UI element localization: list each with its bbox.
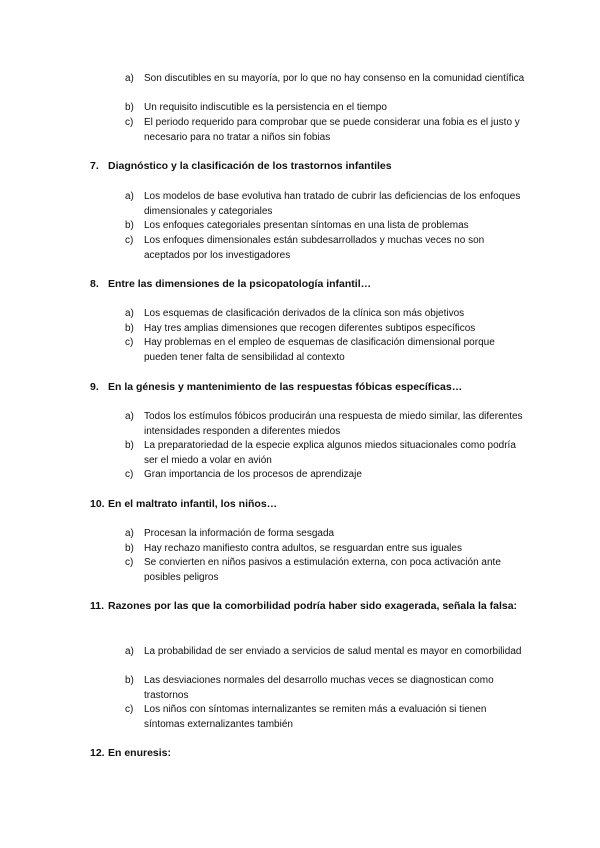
option-letter: a) — [125, 646, 134, 657]
option-letter: c) — [125, 337, 134, 348]
question-text: Diagnóstico y la clasificación de los trastornos infantiles — [108, 160, 392, 172]
option-letter: c) — [125, 557, 134, 568]
option-text: Los modelos de base evolutiva han tratado de cubrir las deficiencias de los enfoques dimensionales y categoriales — [144, 191, 521, 217]
question-8-option-b — [125, 322, 525, 337]
question-number: 12. — [90, 747, 105, 759]
question-11-option-c — [125, 703, 525, 732]
option-letter: c) — [125, 235, 134, 246]
option-text: La probabilidad de ser enviado a servicios de salud mental es mayor en comorbilidad — [144, 646, 522, 657]
question-text: En la génesis y mantenimiento de las respuestas fóbicas específicas… — [108, 381, 463, 393]
option-top-a — [125, 72, 525, 87]
question-10-option-c — [125, 556, 525, 585]
question-11-title — [90, 599, 548, 614]
question-text: En el maltrato infantil, los niños… — [108, 498, 278, 510]
option-letter: a) — [125, 191, 134, 202]
option-text: Gran importancia de los procesos de aprendizaje — [144, 469, 362, 480]
option-text: El periodo requerido para comprobar que se puede considerar una fobia es el justo y necesario para no tratar a niños sin fobias — [144, 117, 520, 143]
option-text: Se convierten en niños pasivos a estimulación externa, con poca activación ante posibles peligros — [144, 557, 501, 583]
option-letter: c) — [125, 469, 134, 480]
question-10-option-b — [125, 542, 525, 557]
option-letter: a) — [125, 73, 134, 84]
option-letter: b) — [125, 675, 134, 686]
option-text: Los niños con síntomas internalizantes se remiten más a evaluación si tienen síntomas externalizantes también — [144, 704, 487, 730]
option-top-c — [125, 116, 525, 145]
question-10-title — [90, 497, 530, 512]
option-letter: b) — [125, 440, 134, 451]
question-number: 7. — [90, 160, 99, 172]
question-7-option-a — [125, 190, 525, 219]
question-number: 8. — [90, 278, 99, 290]
question-number: 11. — [90, 600, 105, 612]
question-12-title — [90, 746, 530, 761]
option-letter: a) — [125, 308, 134, 319]
option-letter: b) — [125, 323, 134, 334]
option-top-b — [125, 101, 525, 116]
option-text: Los enfoques categoriales presentan síntomas en una lista de problemas — [144, 220, 469, 231]
question-11-option-b — [125, 674, 525, 703]
option-text: Hay tres amplias dimensiones que recogen diferentes subtipos específicos — [144, 323, 476, 334]
question-9-option-a — [125, 410, 525, 439]
question-9-option-b — [125, 439, 525, 468]
option-letter: b) — [125, 543, 134, 554]
option-text: Son discutibles en su mayoría, por lo que no hay consenso en la comunidad científica — [144, 73, 525, 84]
question-text: Entre las dimensiones de la psicopatología infantil… — [108, 278, 372, 290]
question-7-option-c — [125, 234, 525, 263]
option-text: Los enfoques dimensionales están subdesarrollados y muchas veces no son aceptados por los investigadores — [144, 235, 485, 261]
question-9-option-c — [125, 468, 525, 483]
option-text: Hay rechazo manifiesto contra adultos, se resguardan entre sus iguales — [144, 543, 462, 554]
question-8-option-c — [125, 336, 525, 365]
option-letter: b) — [125, 220, 134, 231]
option-text: Hay problemas en el empleo de esquemas de clasificación dimensional porque pueden tener falta de sensibilidad al contexto — [144, 337, 495, 363]
option-letter: c) — [125, 117, 134, 128]
question-8-option-a — [125, 307, 525, 322]
question-number: 9. — [90, 381, 99, 393]
option-text: Un requisito indiscutible es la persistencia en el tiempo — [144, 102, 387, 113]
option-text: Todos los estímulos fóbicos producirán una respuesta de miedo similar, las diferentes intensidades responden a diferentes miedos — [144, 411, 523, 437]
option-letter: a) — [125, 411, 134, 422]
question-text: En enuresis: — [108, 747, 172, 759]
question-text: Razones por las que la comorbilidad podría haber sido exagerada, señala la falsa: — [108, 600, 518, 612]
question-9-title — [90, 380, 530, 395]
question-8-title — [90, 277, 530, 292]
question-11-option-a — [125, 645, 525, 660]
option-letter: a) — [125, 528, 134, 539]
question-number: 10. — [90, 498, 105, 510]
question-7-option-b — [125, 219, 525, 234]
option-text: La preparatoriedad de la especie explica algunos miedos situacionales como podría ser el miedo a volar en avión — [144, 440, 516, 466]
option-letter: b) — [125, 102, 134, 113]
option-text: Procesan la información de forma sesgada — [144, 528, 335, 539]
option-text: Los esquemas de clasificación derivados de la clínica son más objetivos — [144, 308, 465, 319]
option-text: Las desviaciones normales del desarrollo muchas veces se diagnostican como trastornos — [144, 675, 494, 701]
option-letter: c) — [125, 704, 134, 715]
question-10-option-a — [125, 527, 525, 542]
question-7-title — [90, 159, 530, 174]
